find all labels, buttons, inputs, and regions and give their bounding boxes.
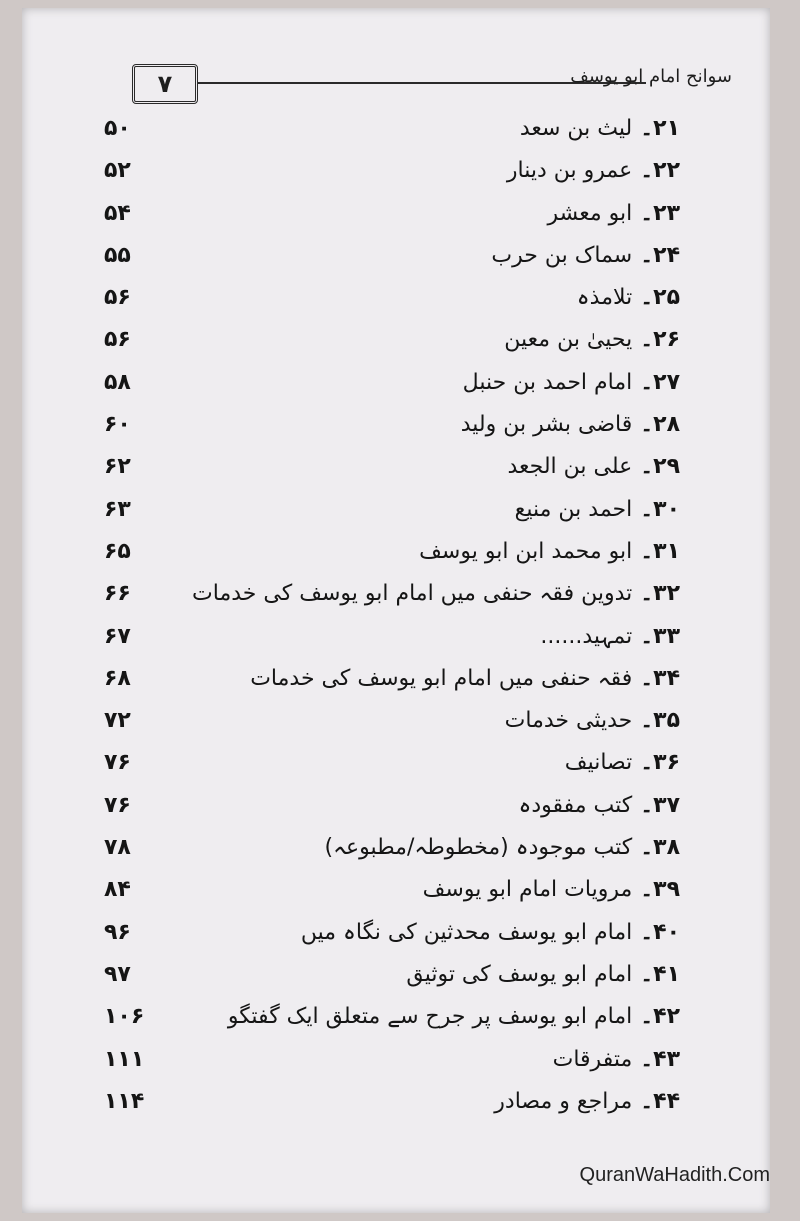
toc-entry-title: تلامذہ <box>576 285 633 311</box>
toc-page-number: ۶۳ <box>104 496 131 522</box>
toc-entry-number: ۳۰۔ <box>640 496 680 522</box>
toc-entry-number: ۴۰۔ <box>640 919 680 945</box>
toc-entry-title: یحییٰ بن معین <box>504 327 633 353</box>
toc-row <box>22 873 770 915</box>
toc-entry-number: ۲۲۔ <box>640 158 680 184</box>
toc-page-number: ۱۰۶ <box>104 1004 145 1030</box>
toc-page-number: ۷۶ <box>104 792 131 818</box>
toc-page-number: ۵۶ <box>104 327 131 353</box>
toc-row <box>22 239 770 281</box>
toc-entry <box>507 158 680 183</box>
toc-row <box>22 620 770 662</box>
toc-entry <box>419 539 680 564</box>
toc-page-number: ۷۸ <box>104 835 131 861</box>
toc-page-number: ۵۰ <box>104 116 131 141</box>
toc-entry-number: ۴۲۔ <box>640 1004 680 1030</box>
toc-entry <box>507 454 680 479</box>
toc-page-number: ۵۵ <box>104 242 131 268</box>
toc-entry-title: متفرقات <box>552 1046 633 1072</box>
toc-entry-number: ۳۳۔ <box>640 623 680 649</box>
toc-page-number: ۸۴ <box>104 877 131 903</box>
book-page <box>22 8 770 1213</box>
toc-row <box>22 493 770 535</box>
toc-row <box>22 197 770 239</box>
toc-entry-title: امام ابو یوسف محدثین کی نگاہ میں <box>300 919 633 945</box>
toc-entry <box>504 327 680 352</box>
toc-entry <box>228 1004 680 1029</box>
toc-page-number: ۱۱۴ <box>104 1088 145 1114</box>
toc-entry-number: ۲۹۔ <box>640 454 680 480</box>
toc-page-number: ۹۷ <box>104 961 131 987</box>
toc-entry-number: ۲۵۔ <box>640 285 680 311</box>
toc-entry <box>553 1047 680 1072</box>
toc-entry-title: امام احمد بن حنبل <box>462 369 633 395</box>
toc-entry-number: ۴۱۔ <box>640 961 680 987</box>
toc-entry <box>515 497 680 522</box>
toc-page-number: ۵۶ <box>104 285 131 311</box>
toc-entry-number: ۳۴۔ <box>640 665 680 691</box>
toc-row <box>22 1085 770 1127</box>
toc-entry <box>565 750 680 775</box>
toc-entry-number: ۳۱۔ <box>640 538 680 564</box>
toc-row <box>22 366 770 408</box>
toc-entry-number: ۳۲۔ <box>640 581 680 607</box>
toc-entry-number: ۴۳۔ <box>640 1046 680 1072</box>
toc-entry <box>250 666 680 691</box>
toc-page-number: ۵۸ <box>104 369 131 395</box>
toc-page-number: ۵۲ <box>104 158 131 184</box>
toc-entry <box>491 243 680 268</box>
toc-entry-number: ۳۸۔ <box>640 835 680 861</box>
toc-row <box>22 577 770 619</box>
toc-entry-title: امام ابو یوسف کی توثیق <box>406 961 633 987</box>
toc-entry-number: ۳۶۔ <box>640 750 680 776</box>
toc-row <box>22 112 770 154</box>
toc-entry <box>547 201 680 226</box>
toc-row <box>22 1043 770 1085</box>
toc-row <box>22 958 770 1000</box>
toc-entry <box>518 793 680 818</box>
toc-row <box>22 916 770 958</box>
toc-row <box>22 746 770 788</box>
toc-entry-number: ۲۱۔ <box>640 116 680 141</box>
toc-entry <box>325 835 680 860</box>
toc-entry-title: امام ابو یوسف پر جرح سے متعلق ایک گفتگو <box>227 1004 633 1030</box>
watermark: QuranWaHadith.Com <box>579 1164 770 1186</box>
toc-row <box>22 1000 770 1042</box>
toc-entry-title: احمد بن منیع <box>514 496 633 522</box>
toc-entry-number: ۳۹۔ <box>640 877 680 903</box>
toc-entry <box>505 708 680 733</box>
toc-entry-title: ابو معشر <box>547 200 633 226</box>
toc-entry-number: ۲۸۔ <box>640 412 680 438</box>
toc-entry-number: ۲۳۔ <box>640 200 680 226</box>
page-number-box <box>132 64 198 104</box>
table-of-contents <box>22 112 770 1127</box>
toc-row <box>22 704 770 746</box>
toc-entry-title: تصانیف <box>564 750 633 776</box>
toc-page-number: ۶۵ <box>104 538 131 564</box>
toc-entry <box>301 920 680 945</box>
toc-row <box>22 789 770 831</box>
toc-page-number: ۶۰ <box>104 412 131 438</box>
toc-page-number: ۶۶ <box>104 581 131 607</box>
toc-entry-title: حدیثی خدمات <box>504 708 633 734</box>
toc-entry <box>463 370 680 395</box>
toc-entry <box>406 962 680 987</box>
toc-entry <box>520 116 680 141</box>
toc-entry-title: سماک بن حرب <box>491 242 633 268</box>
toc-page-number: ۱۱۱ <box>104 1046 145 1072</box>
toc-row <box>22 408 770 450</box>
toc-entry-title: علی بن الجعد <box>507 454 633 480</box>
toc-entry <box>461 412 680 437</box>
toc-entry-number: ۴۴۔ <box>640 1088 680 1114</box>
toc-entry-title: لیث بن سعد <box>519 116 633 141</box>
toc-entry-title: فقہ حنفی میں امام ابو یوسف کی خدمات <box>250 665 633 691</box>
toc-page-number: ۷۶ <box>104 750 131 776</box>
toc-entry-number: ۳۷۔ <box>640 792 680 818</box>
toc-entry-title: مراجع و مصادر <box>494 1088 633 1114</box>
toc-entry-title: کتب موجودہ (مخطوطہ/مطبوعہ) <box>324 835 633 861</box>
toc-entry-title: کتب مفقودہ <box>518 792 633 818</box>
toc-row <box>22 535 770 577</box>
toc-row <box>22 662 770 704</box>
toc-entry <box>192 581 680 606</box>
toc-row <box>22 281 770 323</box>
page-number: ۷ <box>157 70 173 98</box>
toc-page-number: ۹۶ <box>104 919 131 945</box>
toc-entry-title: قاضی بشر بن ولید <box>460 412 633 438</box>
toc-entry <box>540 624 680 649</box>
toc-entry-number: ۲۶۔ <box>640 327 680 353</box>
toc-entry-number: ۳۵۔ <box>640 708 680 734</box>
toc-entry-title: عمرو بن دینار <box>506 158 633 184</box>
toc-entry-number: ۲۴۔ <box>640 242 680 268</box>
toc-entry-title: تدوین فقہ حنفی میں امام ابو یوسف کی خدمات <box>192 581 633 607</box>
book-title: سوانح امام ابو یوسف <box>570 66 732 87</box>
toc-page-number: ۶۸ <box>104 665 131 691</box>
toc-entry-title: تمہید...... <box>540 623 633 649</box>
toc-page-number: ۷۲ <box>104 708 131 734</box>
toc-entry <box>577 285 680 310</box>
toc-entry-title: ابو محمد ابن ابو یوسف <box>419 538 633 564</box>
toc-row <box>22 323 770 365</box>
toc-row <box>22 450 770 492</box>
toc-page-number: ۵۴ <box>104 200 131 226</box>
toc-entry <box>423 877 680 902</box>
toc-row <box>22 154 770 196</box>
toc-row <box>22 831 770 873</box>
toc-page-number: ۶۷ <box>104 623 131 649</box>
toc-page-number: ۶۲ <box>104 454 131 480</box>
toc-entry-number: ۲۷۔ <box>640 369 680 395</box>
toc-entry-title: مرویات امام ابو یوسف <box>422 877 633 903</box>
toc-entry <box>494 1089 680 1114</box>
page-header <box>132 64 732 104</box>
